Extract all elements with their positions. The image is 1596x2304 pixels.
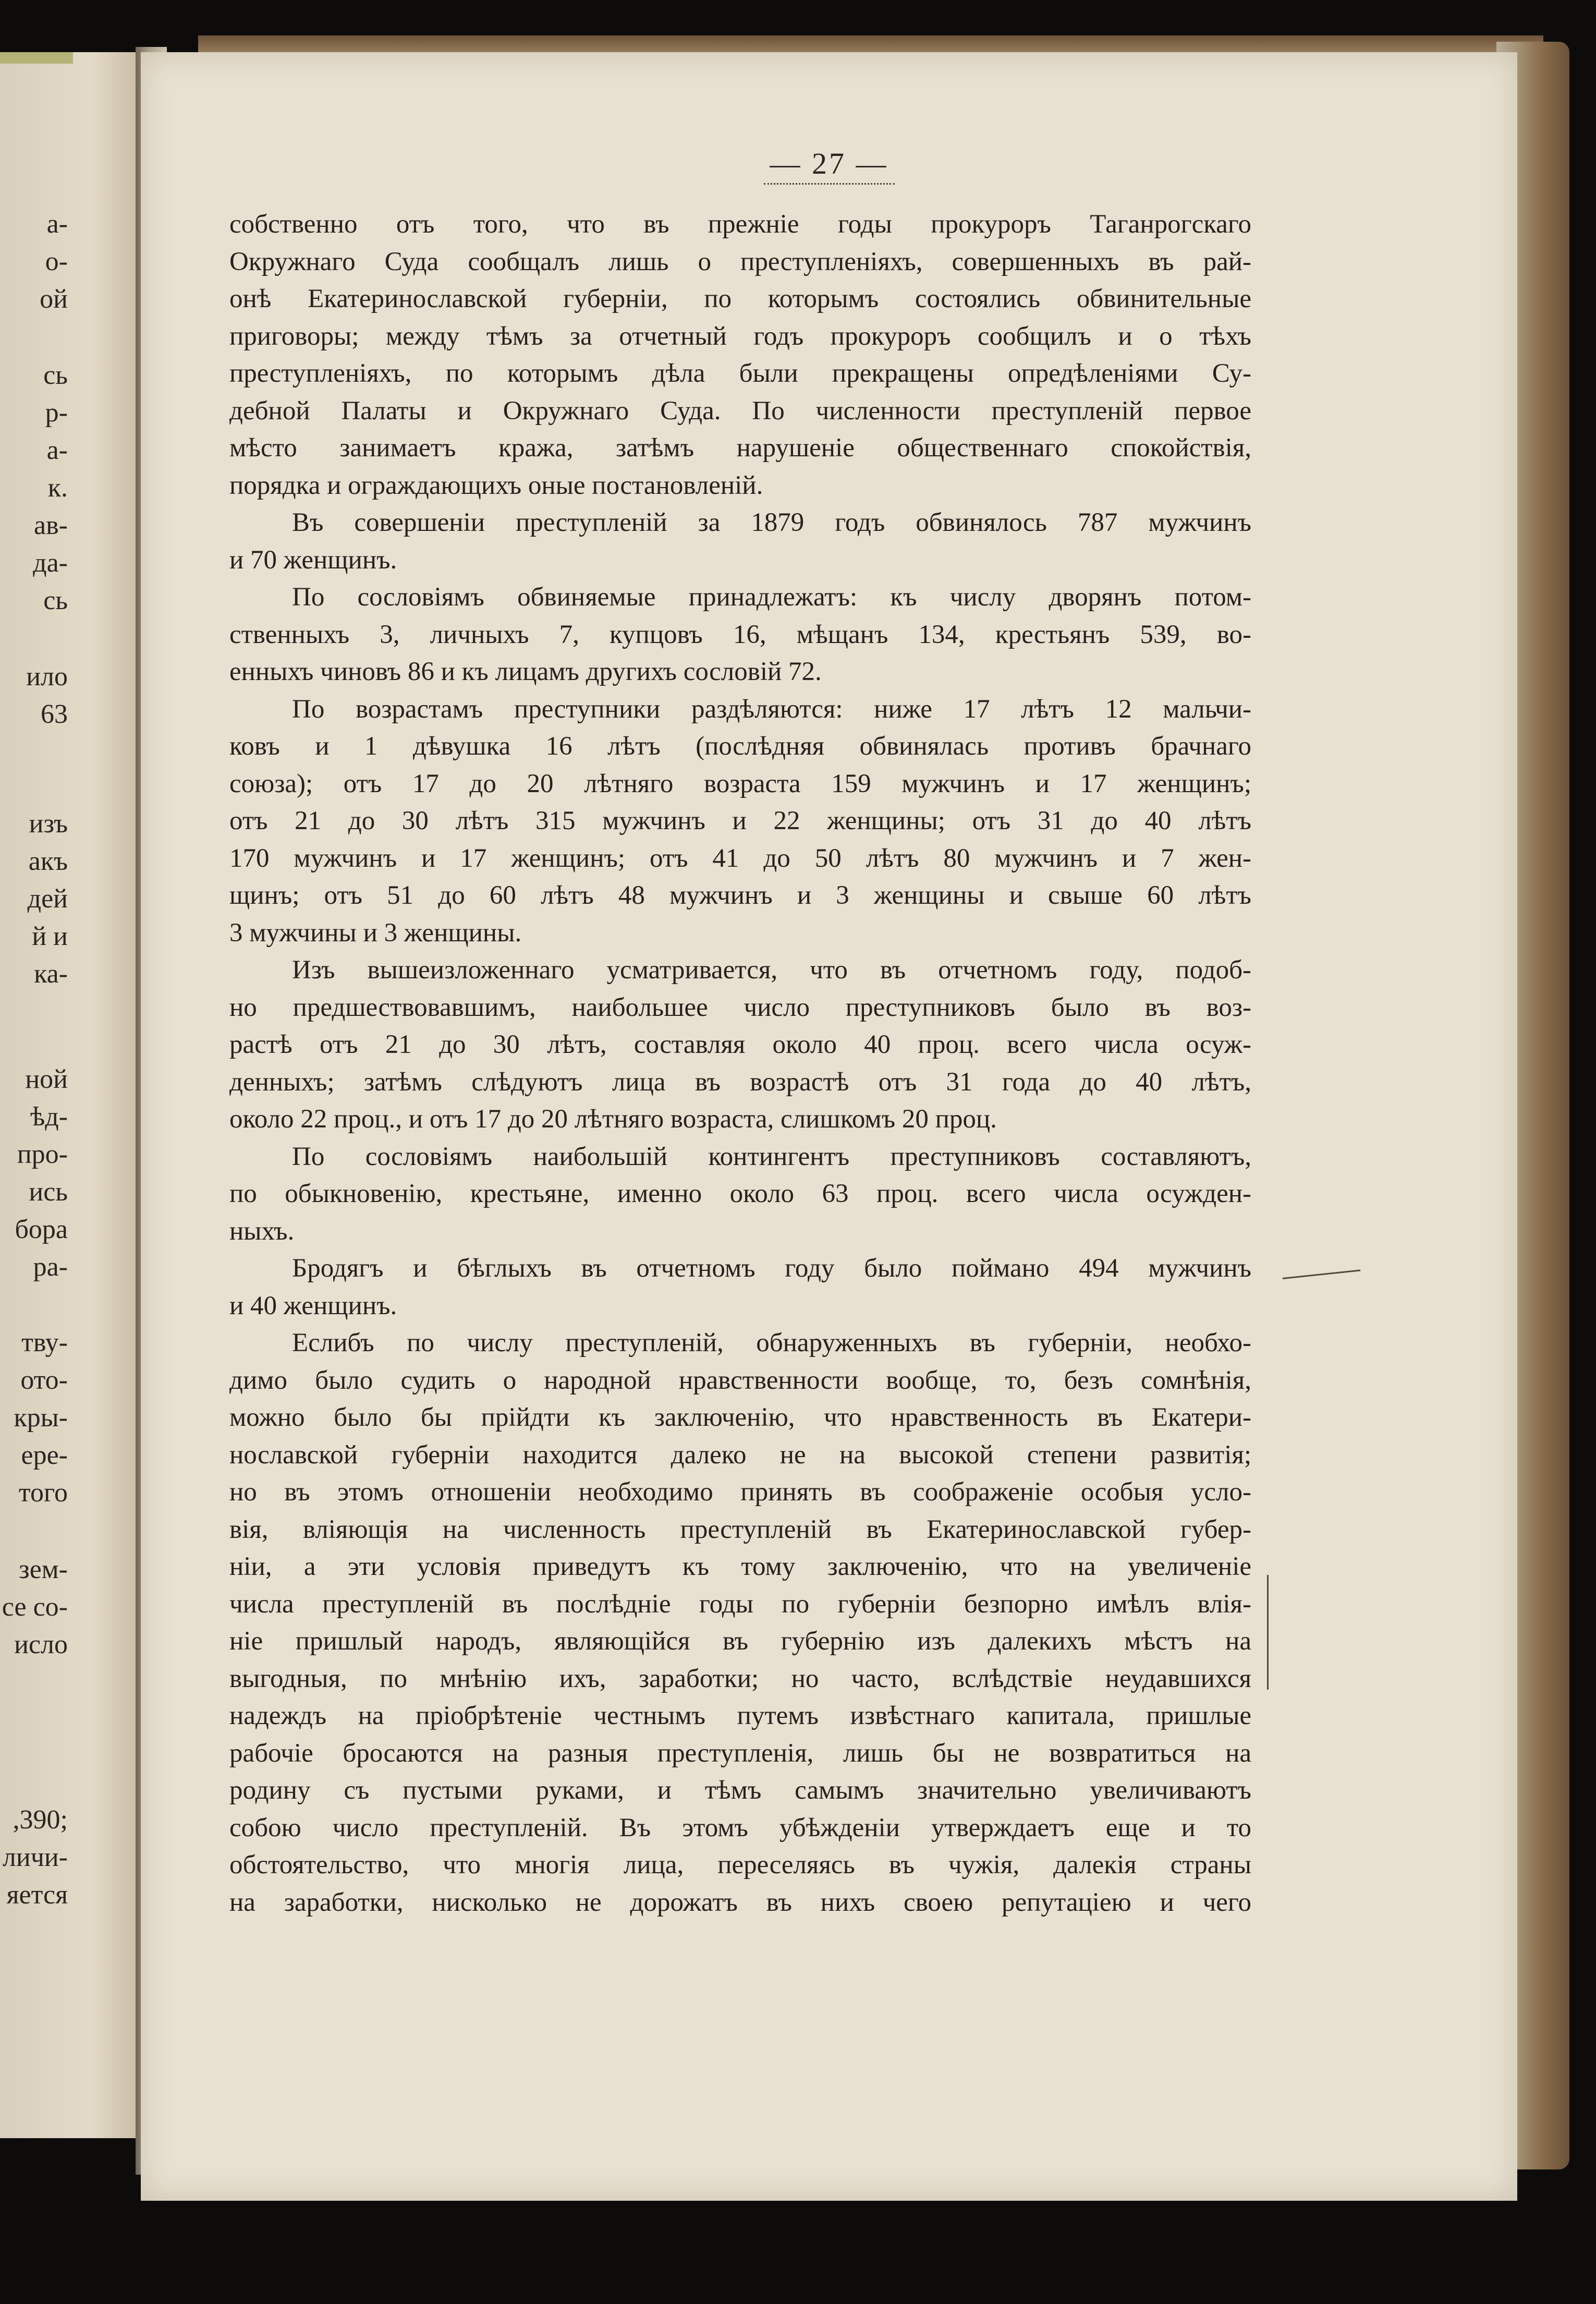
- left-fragment: про-: [17, 1139, 68, 1169]
- left-fragment: ись: [29, 1177, 68, 1207]
- text-line: енныхъ чиновъ 86 и къ лицамъ другихъ сословій 72.: [229, 657, 822, 686]
- text-line: ныхъ.: [229, 1216, 295, 1246]
- text-line: ніе пришлый народъ, являющійся въ губернію изъ далекихъ мѣстъ на: [229, 1627, 1251, 1656]
- left-fragment: се со-: [2, 1592, 68, 1622]
- text-line: По сословіямъ обвиняемые принадлежатъ: къ числу дворянъ потом-: [292, 583, 1251, 612]
- left-fragment: 63: [41, 699, 68, 729]
- text-line: Изъ вышеизложеннаго усматривается, что въ отчетномъ году, подоб-: [292, 955, 1251, 985]
- pencil-margin-mark: [1283, 1269, 1360, 1279]
- text-line: собою число преступленій. Въ этомъ убѣжденіи утверждаетъ еще и то: [229, 1813, 1251, 1842]
- left-fragment: о-: [45, 247, 68, 276]
- text-line: числа преступленій въ послѣдніе годы по губерніи безпорно имѣлъ влія-: [229, 1589, 1251, 1619]
- left-fragment: а-: [46, 435, 68, 465]
- previous-page: [0, 52, 151, 2138]
- left-fragment: акъ: [28, 846, 68, 876]
- text-line: ственныхъ 3, личныхъ 7, купцовъ 16, мѣщанъ 134, крестьянъ 539, во-: [229, 620, 1251, 649]
- text-line: ніи, а эти условія приведутъ къ тому заключенію, что на увеличеніе: [229, 1552, 1251, 1581]
- text-line: вія, вліяющія на численность преступленій въ Екатеринославской губер-: [229, 1514, 1251, 1544]
- text-line: отъ 21 до 30 лѣтъ 315 мужчинъ и 22 женщины; отъ 31 до 40 лѣтъ: [229, 806, 1251, 835]
- text-line: но въ этомъ отношеніи необходимо принять въ соображеніе особыя усло-: [229, 1477, 1251, 1507]
- text-line: можно было бы прійдти къ заключенію, что нравственность въ Екатери-: [229, 1403, 1251, 1432]
- left-fragment: ѣд-: [30, 1102, 68, 1132]
- text-line: Окружнаго Суда сообщалъ лишь о преступленіяхъ, совершенныхъ въ рай-: [229, 247, 1251, 276]
- page-number-text: — 27 —: [764, 146, 895, 185]
- left-fragment: ото-: [20, 1365, 68, 1395]
- left-fragment: ка-: [34, 959, 68, 989]
- text-line: По сословіямъ наибольшій контингентъ преступниковъ составляютъ,: [292, 1142, 1251, 1171]
- left-fragment: изъ: [29, 809, 68, 839]
- left-fragment: ере-: [21, 1440, 68, 1470]
- left-fragment: исло: [14, 1630, 68, 1659]
- text-line: растѣ отъ 21 до 30 лѣтъ, составляя около 40 проц. всего числа осуж-: [229, 1030, 1251, 1059]
- text-line: обстоятельство, что многія лица, переселяясь въ чужія, далекія страны: [229, 1850, 1251, 1879]
- text-line: Еслибъ по числу преступленій, обнаруженныхъ въ губерніи, необхо-: [292, 1328, 1251, 1357]
- left-fragment: ной: [25, 1064, 68, 1094]
- text-line: родину съ пустыми руками, и тѣмъ самымъ значительно увеличиваютъ: [229, 1776, 1251, 1805]
- text-line: на заработки, нисколько не дорожатъ въ нихъ своею репутаціею и чего: [229, 1887, 1251, 1917]
- text-line: денныхъ; затѣмъ слѣдуютъ лица въ возрастѣ отъ 31 года до 40 лѣтъ,: [229, 1067, 1251, 1097]
- left-fragment: кры-: [14, 1403, 68, 1433]
- left-fragment: яется: [6, 1880, 68, 1910]
- text-line: 170 мужчинъ и 17 женщинъ; отъ 41 до 50 лѣтъ 80 мужчинъ и 7 жен-: [229, 843, 1251, 873]
- page-body-text: [229, 206, 1251, 1921]
- left-fragment: дей: [27, 884, 68, 914]
- left-fragment: бора: [15, 1215, 68, 1244]
- text-line: около 22 проц., и отъ 17 до 20 лѣтняго возраста, слишкомъ 20 проц.: [229, 1105, 997, 1134]
- left-fragment: сь: [43, 360, 68, 390]
- text-line: По возрастамъ преступники раздѣляются: ниже 17 лѣтъ 12 мальчи-: [292, 694, 1251, 724]
- left-fragment: ав-: [34, 511, 68, 540]
- left-fragment: того: [18, 1478, 68, 1508]
- left-fragment: ой: [40, 284, 68, 314]
- text-line: и 70 женщинъ.: [229, 545, 397, 575]
- pencil-margin-bar: [1267, 1575, 1269, 1690]
- left-fragment: тву-: [21, 1328, 68, 1357]
- text-line: дебной Палаты и Окружнаго Суда. По численности преступленій первое: [229, 396, 1251, 426]
- text-line: союза); отъ 17 до 20 лѣтняго возраста 159 мужчинъ и 17 женщинъ;: [229, 769, 1251, 798]
- text-line: 3 мужчины и 3 женщины.: [229, 918, 522, 948]
- text-line: порядка и ограждающихъ оные постановленій.: [229, 470, 763, 500]
- text-line: рабочіе бросаются на разныя преступленія, лишь бы не возвратиться на: [229, 1738, 1251, 1768]
- text-line: собственно отъ того, что въ прежніе годы прокуроръ Таганрогскаго: [229, 210, 1251, 239]
- left-fragment: ило: [26, 662, 68, 692]
- page-number: [141, 146, 1517, 185]
- text-line: ковъ и 1 дѣвушка 16 лѣтъ (послѣдняя обвинялась противъ брачнаго: [229, 732, 1251, 761]
- text-line: и 40 женщинъ.: [229, 1291, 397, 1320]
- text-line: по обыкновенію, крестьяне, именно около 63 проц. всего числа осужден-: [229, 1179, 1251, 1208]
- left-fragment: да-: [33, 548, 68, 578]
- left-fragment: зем-: [19, 1555, 68, 1584]
- page: [141, 52, 1517, 2201]
- text-line: преступленіяхъ, по которымъ дѣла были прекращены опредѣленіями Су-: [229, 359, 1251, 388]
- text-line: димо было судить о народной нравственности вообще, то, безъ сомнѣнія,: [229, 1365, 1251, 1395]
- bookmark-strip: [0, 52, 73, 64]
- left-fragment: ра-: [33, 1252, 68, 1282]
- left-fragment: й и: [32, 921, 68, 951]
- left-fragment: личи-: [2, 1842, 68, 1872]
- text-line: надеждъ на пріобрѣтеніе честнымъ путемъ извѣстнаго капитала, пришлые: [229, 1701, 1251, 1730]
- text-line: онѣ Екатеринославской губерніи, по которымъ состоялись обвинительные: [229, 284, 1251, 313]
- text-line: Въ совершеніи преступленій за 1879 годъ обвинялось 787 мужчинъ: [292, 508, 1251, 537]
- text-line: щинъ; отъ 51 до 60 лѣтъ 48 мужчинъ и 3 женщины и свыше 60 лѣтъ: [229, 881, 1251, 910]
- text-line: выгодныя, по мнѣнію ихъ, заработки; но часто, вслѣдствіе неудавшихся: [229, 1664, 1251, 1693]
- left-fragment: а-: [46, 209, 68, 239]
- left-fragment: к.: [47, 473, 68, 503]
- left-fragment: ,390;: [13, 1805, 68, 1835]
- left-fragment: сь: [43, 586, 68, 615]
- text-line: Бродягъ и бѣглыхъ въ отчетномъ году было поймано 494 мужчинъ: [292, 1254, 1251, 1283]
- left-fragment: р-: [45, 398, 68, 428]
- text-line: приговоры; между тѣмъ за отчетный годъ прокуроръ сообщилъ и о тѣхъ: [229, 321, 1251, 351]
- text-line: нославской губерніи находится далеко не на высокой степени развитія;: [229, 1440, 1251, 1470]
- text-line: мѣсто занимаетъ кража, затѣмъ нарушеніе общественнаго спокойствія,: [229, 433, 1251, 463]
- text-line: но предшествовавшимъ, наибольшее число преступниковъ было въ воз-: [229, 992, 1251, 1022]
